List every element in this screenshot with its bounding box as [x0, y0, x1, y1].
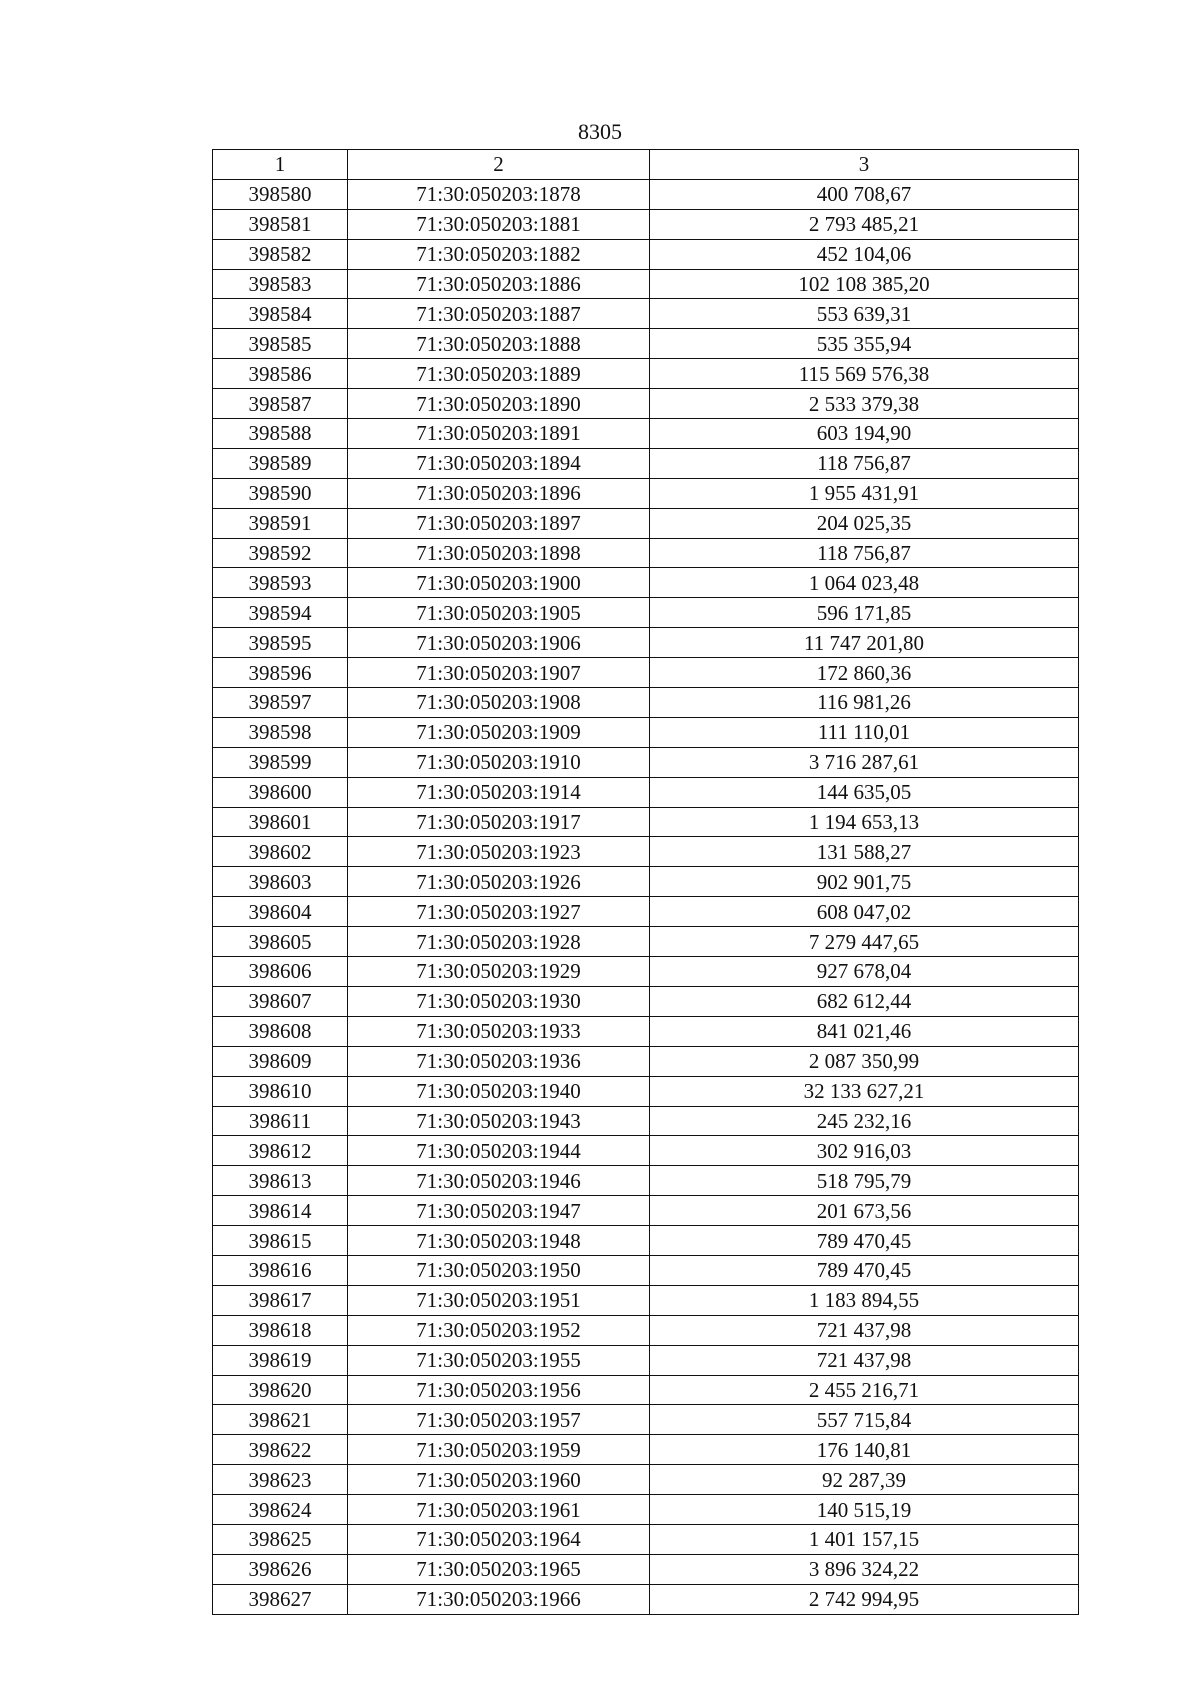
value-cell: 176 140,81	[650, 1435, 1079, 1465]
row-number-cell: 398600	[213, 777, 348, 807]
cadastral-number-cell: 71:30:050203:1936	[348, 1046, 650, 1076]
register-table	[212, 149, 1079, 1615]
cadastral-number-cell: 71:30:050203:1878	[348, 179, 650, 209]
table-row	[213, 508, 1079, 538]
table-row	[213, 478, 1079, 508]
cadastral-number-cell: 71:30:050203:1906	[348, 628, 650, 658]
value-cell: 204 025,35	[650, 508, 1079, 538]
table-row	[213, 1076, 1079, 1106]
row-number-cell: 398606	[213, 957, 348, 987]
value-cell: 557 715,84	[650, 1405, 1079, 1435]
row-number-cell: 398626	[213, 1554, 348, 1584]
value-cell: 1 183 894,55	[650, 1285, 1079, 1315]
row-number-cell: 398598	[213, 717, 348, 747]
cadastral-number-cell: 71:30:050203:1887	[348, 299, 650, 329]
column-header-value: 3	[650, 150, 1079, 180]
table-row	[213, 568, 1079, 598]
value-cell: 92 287,39	[650, 1465, 1079, 1495]
table-row	[213, 1524, 1079, 1554]
cadastral-number-cell: 71:30:050203:1914	[348, 777, 650, 807]
cadastral-number-cell: 71:30:050203:1928	[348, 927, 650, 957]
row-number-cell: 398605	[213, 927, 348, 957]
value-cell: 102 108 385,20	[650, 269, 1079, 299]
row-number-cell: 398592	[213, 538, 348, 568]
row-number-cell: 398624	[213, 1495, 348, 1525]
cadastral-number-cell: 71:30:050203:1894	[348, 448, 650, 478]
table-row	[213, 1554, 1079, 1584]
table-row	[213, 867, 1079, 897]
cadastral-number-cell: 71:30:050203:1905	[348, 598, 650, 628]
cadastral-number-cell: 71:30:050203:1940	[348, 1076, 650, 1106]
table-row	[213, 209, 1079, 239]
row-number-cell: 398586	[213, 359, 348, 389]
table-row	[213, 957, 1079, 987]
table-row	[213, 1166, 1079, 1196]
cadastral-number-cell: 71:30:050203:1950	[348, 1255, 650, 1285]
value-cell: 140 515,19	[650, 1495, 1079, 1525]
value-cell: 2 533 379,38	[650, 389, 1079, 419]
value-cell: 400 708,67	[650, 179, 1079, 209]
cadastral-number-cell: 71:30:050203:1910	[348, 747, 650, 777]
table-row	[213, 1584, 1079, 1614]
table-row	[213, 1375, 1079, 1405]
value-cell: 32 133 627,21	[650, 1076, 1079, 1106]
row-number-cell: 398615	[213, 1226, 348, 1256]
table-row	[213, 1315, 1079, 1345]
row-number-cell: 398622	[213, 1435, 348, 1465]
table-row	[213, 359, 1079, 389]
row-number-cell: 398621	[213, 1405, 348, 1435]
row-number-cell: 398583	[213, 269, 348, 299]
value-cell: 2 087 350,99	[650, 1046, 1079, 1076]
table-row	[213, 717, 1079, 747]
row-number-cell: 398625	[213, 1524, 348, 1554]
value-cell: 608 047,02	[650, 897, 1079, 927]
value-cell: 3 896 324,22	[650, 1554, 1079, 1584]
value-cell: 1 194 653,13	[650, 807, 1079, 837]
row-number-cell: 398584	[213, 299, 348, 329]
row-number-cell: 398613	[213, 1166, 348, 1196]
row-number-cell: 398582	[213, 239, 348, 269]
cadastral-number-cell: 71:30:050203:1927	[348, 897, 650, 927]
table-header	[213, 150, 1079, 180]
cadastral-number-cell: 71:30:050203:1891	[348, 419, 650, 449]
cadastral-number-cell: 71:30:050203:1908	[348, 688, 650, 718]
value-cell: 116 981,26	[650, 688, 1079, 718]
row-number-cell: 398596	[213, 658, 348, 688]
table-body	[213, 179, 1079, 1614]
table-row	[213, 1196, 1079, 1226]
value-cell: 1 955 431,91	[650, 478, 1079, 508]
table-row	[213, 299, 1079, 329]
cadastral-number-cell: 71:30:050203:1948	[348, 1226, 650, 1256]
table-row	[213, 688, 1079, 718]
cadastral-number-cell: 71:30:050203:1946	[348, 1166, 650, 1196]
value-cell: 118 756,87	[650, 538, 1079, 568]
value-cell: 2 793 485,21	[650, 209, 1079, 239]
value-cell: 841 021,46	[650, 1016, 1079, 1046]
row-number-cell: 398585	[213, 329, 348, 359]
cadastral-number-cell: 71:30:050203:1933	[348, 1016, 650, 1046]
cadastral-number-cell: 71:30:050203:1957	[348, 1405, 650, 1435]
cadastral-number-cell: 71:30:050203:1956	[348, 1375, 650, 1405]
row-number-cell: 398589	[213, 448, 348, 478]
cadastral-number-cell: 71:30:050203:1961	[348, 1495, 650, 1525]
value-cell: 2 455 216,71	[650, 1375, 1079, 1405]
value-cell: 118 756,87	[650, 448, 1079, 478]
cadastral-number-cell: 71:30:050203:1951	[348, 1285, 650, 1315]
table-row	[213, 1495, 1079, 1525]
cadastral-number-cell: 71:30:050203:1909	[348, 717, 650, 747]
cadastral-number-cell: 71:30:050203:1955	[348, 1345, 650, 1375]
table-row	[213, 598, 1079, 628]
cadastral-number-cell: 71:30:050203:1889	[348, 359, 650, 389]
value-cell: 535 355,94	[650, 329, 1079, 359]
table-row	[213, 389, 1079, 419]
cadastral-number-cell: 71:30:050203:1886	[348, 269, 650, 299]
table-row	[213, 1106, 1079, 1136]
row-number-cell: 398610	[213, 1076, 348, 1106]
row-number-cell: 398609	[213, 1046, 348, 1076]
row-number-cell: 398623	[213, 1465, 348, 1495]
value-cell: 682 612,44	[650, 986, 1079, 1016]
table-row	[213, 239, 1079, 269]
cadastral-number-cell: 71:30:050203:1930	[348, 986, 650, 1016]
row-number-cell: 398603	[213, 867, 348, 897]
value-cell: 553 639,31	[650, 299, 1079, 329]
row-number-cell: 398618	[213, 1315, 348, 1345]
row-number-cell: 398620	[213, 1375, 348, 1405]
row-number-cell: 398614	[213, 1196, 348, 1226]
cadastral-number-cell: 71:30:050203:1944	[348, 1136, 650, 1166]
value-cell: 111 110,01	[650, 717, 1079, 747]
row-number-cell: 398587	[213, 389, 348, 419]
cadastral-number-cell: 71:30:050203:1947	[348, 1196, 650, 1226]
cadastral-number-cell: 71:30:050203:1900	[348, 568, 650, 598]
value-cell: 11 747 201,80	[650, 628, 1079, 658]
row-number-cell: 398594	[213, 598, 348, 628]
row-number-cell: 398588	[213, 419, 348, 449]
cadastral-number-cell: 71:30:050203:1965	[348, 1554, 650, 1584]
cadastral-number-cell: 71:30:050203:1890	[348, 389, 650, 419]
value-cell: 302 916,03	[650, 1136, 1079, 1166]
table-row	[213, 1136, 1079, 1166]
column-header-number: 1	[213, 150, 348, 180]
value-cell: 144 635,05	[650, 777, 1079, 807]
table-row	[213, 807, 1079, 837]
row-number-cell: 398597	[213, 688, 348, 718]
row-number-cell: 398617	[213, 1285, 348, 1315]
row-number-cell: 398601	[213, 807, 348, 837]
cadastral-number-cell: 71:30:050203:1959	[348, 1435, 650, 1465]
row-number-cell: 398602	[213, 837, 348, 867]
table-row	[213, 837, 1079, 867]
table-row	[213, 1465, 1079, 1495]
cadastral-number-cell: 71:30:050203:1898	[348, 538, 650, 568]
row-number-cell: 398595	[213, 628, 348, 658]
header-row	[213, 150, 1079, 180]
row-number-cell: 398593	[213, 568, 348, 598]
row-number-cell: 398607	[213, 986, 348, 1016]
table-row	[213, 448, 1079, 478]
value-cell: 2 742 994,95	[650, 1584, 1079, 1614]
value-cell: 7 279 447,65	[650, 927, 1079, 957]
table-row	[213, 1435, 1079, 1465]
table-row	[213, 628, 1079, 658]
table-row	[213, 1405, 1079, 1435]
value-cell: 172 860,36	[650, 658, 1079, 688]
cadastral-number-cell: 71:30:050203:1907	[348, 658, 650, 688]
table-row	[213, 658, 1079, 688]
value-cell: 1 401 157,15	[650, 1524, 1079, 1554]
value-cell: 902 901,75	[650, 867, 1079, 897]
row-number-cell: 398591	[213, 508, 348, 538]
table-row	[213, 1016, 1079, 1046]
row-number-cell: 398627	[213, 1584, 348, 1614]
cadastral-number-cell: 71:30:050203:1881	[348, 209, 650, 239]
value-cell: 596 171,85	[650, 598, 1079, 628]
table-row	[213, 538, 1079, 568]
value-cell: 3 716 287,61	[650, 747, 1079, 777]
table-row	[213, 747, 1079, 777]
cadastral-number-cell: 71:30:050203:1964	[348, 1524, 650, 1554]
value-cell: 245 232,16	[650, 1106, 1079, 1136]
table-row	[213, 179, 1079, 209]
cadastral-number-cell: 71:30:050203:1923	[348, 837, 650, 867]
row-number-cell: 398608	[213, 1016, 348, 1046]
value-cell: 721 437,98	[650, 1315, 1079, 1345]
table-row	[213, 927, 1079, 957]
row-number-cell: 398616	[213, 1255, 348, 1285]
table-row	[213, 329, 1079, 359]
table-row	[213, 1226, 1079, 1256]
row-number-cell: 398619	[213, 1345, 348, 1375]
value-cell: 201 673,56	[650, 1196, 1079, 1226]
row-number-cell: 398611	[213, 1106, 348, 1136]
value-cell: 927 678,04	[650, 957, 1079, 987]
value-cell: 721 437,98	[650, 1345, 1079, 1375]
cadastral-number-cell: 71:30:050203:1896	[348, 478, 650, 508]
cadastral-number-cell: 71:30:050203:1960	[348, 1465, 650, 1495]
value-cell: 789 470,45	[650, 1255, 1079, 1285]
cadastral-number-cell: 71:30:050203:1943	[348, 1106, 650, 1136]
cadastral-number-cell: 71:30:050203:1882	[348, 239, 650, 269]
table-row	[213, 1285, 1079, 1315]
row-number-cell: 398581	[213, 209, 348, 239]
row-number-cell: 398612	[213, 1136, 348, 1166]
row-number-cell: 398599	[213, 747, 348, 777]
table-row	[213, 269, 1079, 299]
value-cell: 789 470,45	[650, 1226, 1079, 1256]
page-number: 8305	[578, 119, 622, 144]
table-row	[213, 986, 1079, 1016]
row-number-cell: 398590	[213, 478, 348, 508]
table-row	[213, 1046, 1079, 1076]
cadastral-number-cell: 71:30:050203:1888	[348, 329, 650, 359]
column-header-cadastral-number: 2	[348, 150, 650, 180]
cadastral-number-cell: 71:30:050203:1952	[348, 1315, 650, 1345]
table-row	[213, 777, 1079, 807]
table-row	[213, 1345, 1079, 1375]
cadastral-number-cell: 71:30:050203:1926	[348, 867, 650, 897]
value-cell: 603 194,90	[650, 419, 1079, 449]
cadastral-number-cell: 71:30:050203:1897	[348, 508, 650, 538]
value-cell: 1 064 023,48	[650, 568, 1079, 598]
table-row	[213, 897, 1079, 927]
value-cell: 115 569 576,38	[650, 359, 1079, 389]
cadastral-number-cell: 71:30:050203:1929	[348, 957, 650, 987]
cadastral-number-cell: 71:30:050203:1917	[348, 807, 650, 837]
table-row	[213, 419, 1079, 449]
value-cell: 452 104,06	[650, 239, 1079, 269]
cadastral-number-cell: 71:30:050203:1966	[348, 1584, 650, 1614]
value-cell: 131 588,27	[650, 837, 1079, 867]
row-number-cell: 398604	[213, 897, 348, 927]
value-cell: 518 795,79	[650, 1166, 1079, 1196]
row-number-cell: 398580	[213, 179, 348, 209]
table-row	[213, 1255, 1079, 1285]
